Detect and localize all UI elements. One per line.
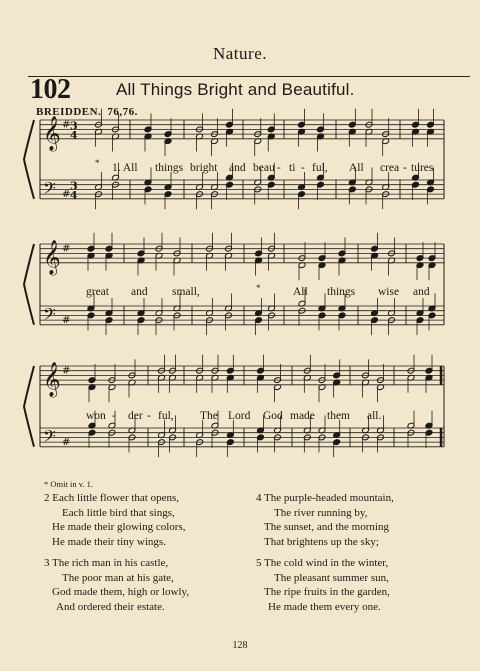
lyric-syllable: Lord	[228, 410, 251, 422]
lyric-syllable: things	[155, 162, 184, 174]
lyric-hyphen: -	[403, 162, 407, 174]
verse-line: He made them every one.	[268, 600, 381, 613]
lyric-syllable: God	[263, 410, 283, 422]
bass-clef-icon: 𝄢	[43, 426, 56, 451]
time-signature: 4	[70, 188, 78, 202]
lyric-syllable: beau	[253, 162, 275, 174]
verse-line: God made them, high or lowly,	[52, 586, 190, 598]
verse-4	[256, 491, 394, 549]
verse-line: That brightens up the sky;	[264, 535, 379, 548]
verse-line: He made their glowing colors,	[52, 521, 186, 533]
verse-line: 2 Each little flower that opens,	[44, 492, 180, 504]
sharp-icon: #	[62, 189, 71, 201]
verse-line: 4 The purple-headed mountain,	[256, 492, 394, 504]
lyric-syllable: and	[131, 286, 148, 298]
staff-systems	[24, 109, 444, 457]
lyric-syllable: ti	[289, 162, 296, 174]
page-number: 128	[232, 640, 248, 651]
verse-line: He made their tiny wings.	[52, 535, 166, 548]
footnote: * Omit in v. 1.	[44, 479, 94, 489]
lyric-syllable: ful,	[158, 410, 174, 422]
hymn-title: All Things Bright and Beautiful.	[116, 80, 355, 99]
lyric-syllable: made	[290, 410, 315, 422]
lyric-syllable: 1. All	[112, 162, 138, 174]
verse-line: 3 The rich man in his castle,	[44, 557, 169, 569]
hymn-number: 102	[30, 74, 71, 105]
verse-line: The pleasant summer sun,	[274, 571, 389, 584]
section-title: Nature.	[212, 44, 267, 63]
treble-clef-icon: 𝄞	[43, 115, 61, 151]
verse-3	[44, 556, 189, 614]
sharp-icon: #	[62, 365, 71, 377]
lyric-syllable: and	[413, 286, 430, 298]
lyric-syllable: them	[327, 410, 350, 422]
bass-clef-icon: 𝄢	[43, 304, 56, 329]
lyric-syllable: tures	[411, 162, 434, 174]
lyric-syllable: der	[128, 410, 143, 422]
sharp-icon: #	[62, 315, 71, 327]
lyric-syllable: ful,	[312, 162, 328, 174]
lyric-hyphen: -	[277, 162, 281, 174]
verse-line: The sunset, and the morning	[264, 521, 389, 533]
time-signature: 3	[70, 119, 78, 133]
lyric-syllable: and	[229, 162, 246, 174]
lyric-syllable: all.	[367, 410, 382, 422]
verse-2	[44, 491, 186, 549]
verse-line: 5 The cold wind in the winter,	[256, 557, 389, 569]
lyric-syllable: All	[293, 286, 308, 298]
verse-5	[256, 556, 390, 614]
lyric-syllable: All	[349, 162, 364, 174]
lyric-syllable: small,	[172, 286, 200, 298]
meter: 76,76.	[107, 106, 138, 118]
lyric-syllable: great	[86, 286, 109, 298]
lyric-syllable: bright	[190, 162, 218, 174]
verse-line: The poor man at his gate,	[62, 571, 174, 584]
treble-clef-icon: 𝄞	[43, 361, 61, 397]
treble-clef-icon: 𝄞	[43, 239, 61, 275]
lyric-syllable: *	[95, 158, 100, 168]
sharp-icon: #	[62, 243, 71, 255]
sharp-icon: #	[62, 119, 71, 131]
verse-line: Each little bird that sings,	[62, 506, 175, 519]
lyric-syllable: crea	[380, 162, 400, 174]
bass-clef-icon: 𝄢	[43, 178, 56, 203]
brace	[24, 366, 34, 447]
verse-line: The ripe fruits in the garden,	[264, 586, 390, 598]
verse-line: The river running by,	[274, 506, 368, 519]
brace	[24, 120, 34, 199]
time-signature: 4	[70, 128, 78, 142]
sharp-icon: #	[62, 437, 71, 449]
brace	[24, 244, 34, 325]
lyric-syllable: won	[86, 410, 106, 422]
lyric-hyphen: -	[112, 410, 116, 422]
lyric-syllable: *	[256, 283, 261, 293]
tune-name: BREIDDEN.	[36, 106, 102, 118]
lyric-hyphen: -	[301, 162, 305, 174]
lyric-hyphen: -	[147, 410, 151, 422]
lyric-syllable: things	[327, 286, 356, 298]
verse-line: And ordered their estate.	[56, 600, 165, 613]
lyric-syllable: The	[200, 410, 218, 422]
time-signature: 3	[70, 179, 78, 193]
lyric-syllable: wise	[378, 286, 400, 298]
